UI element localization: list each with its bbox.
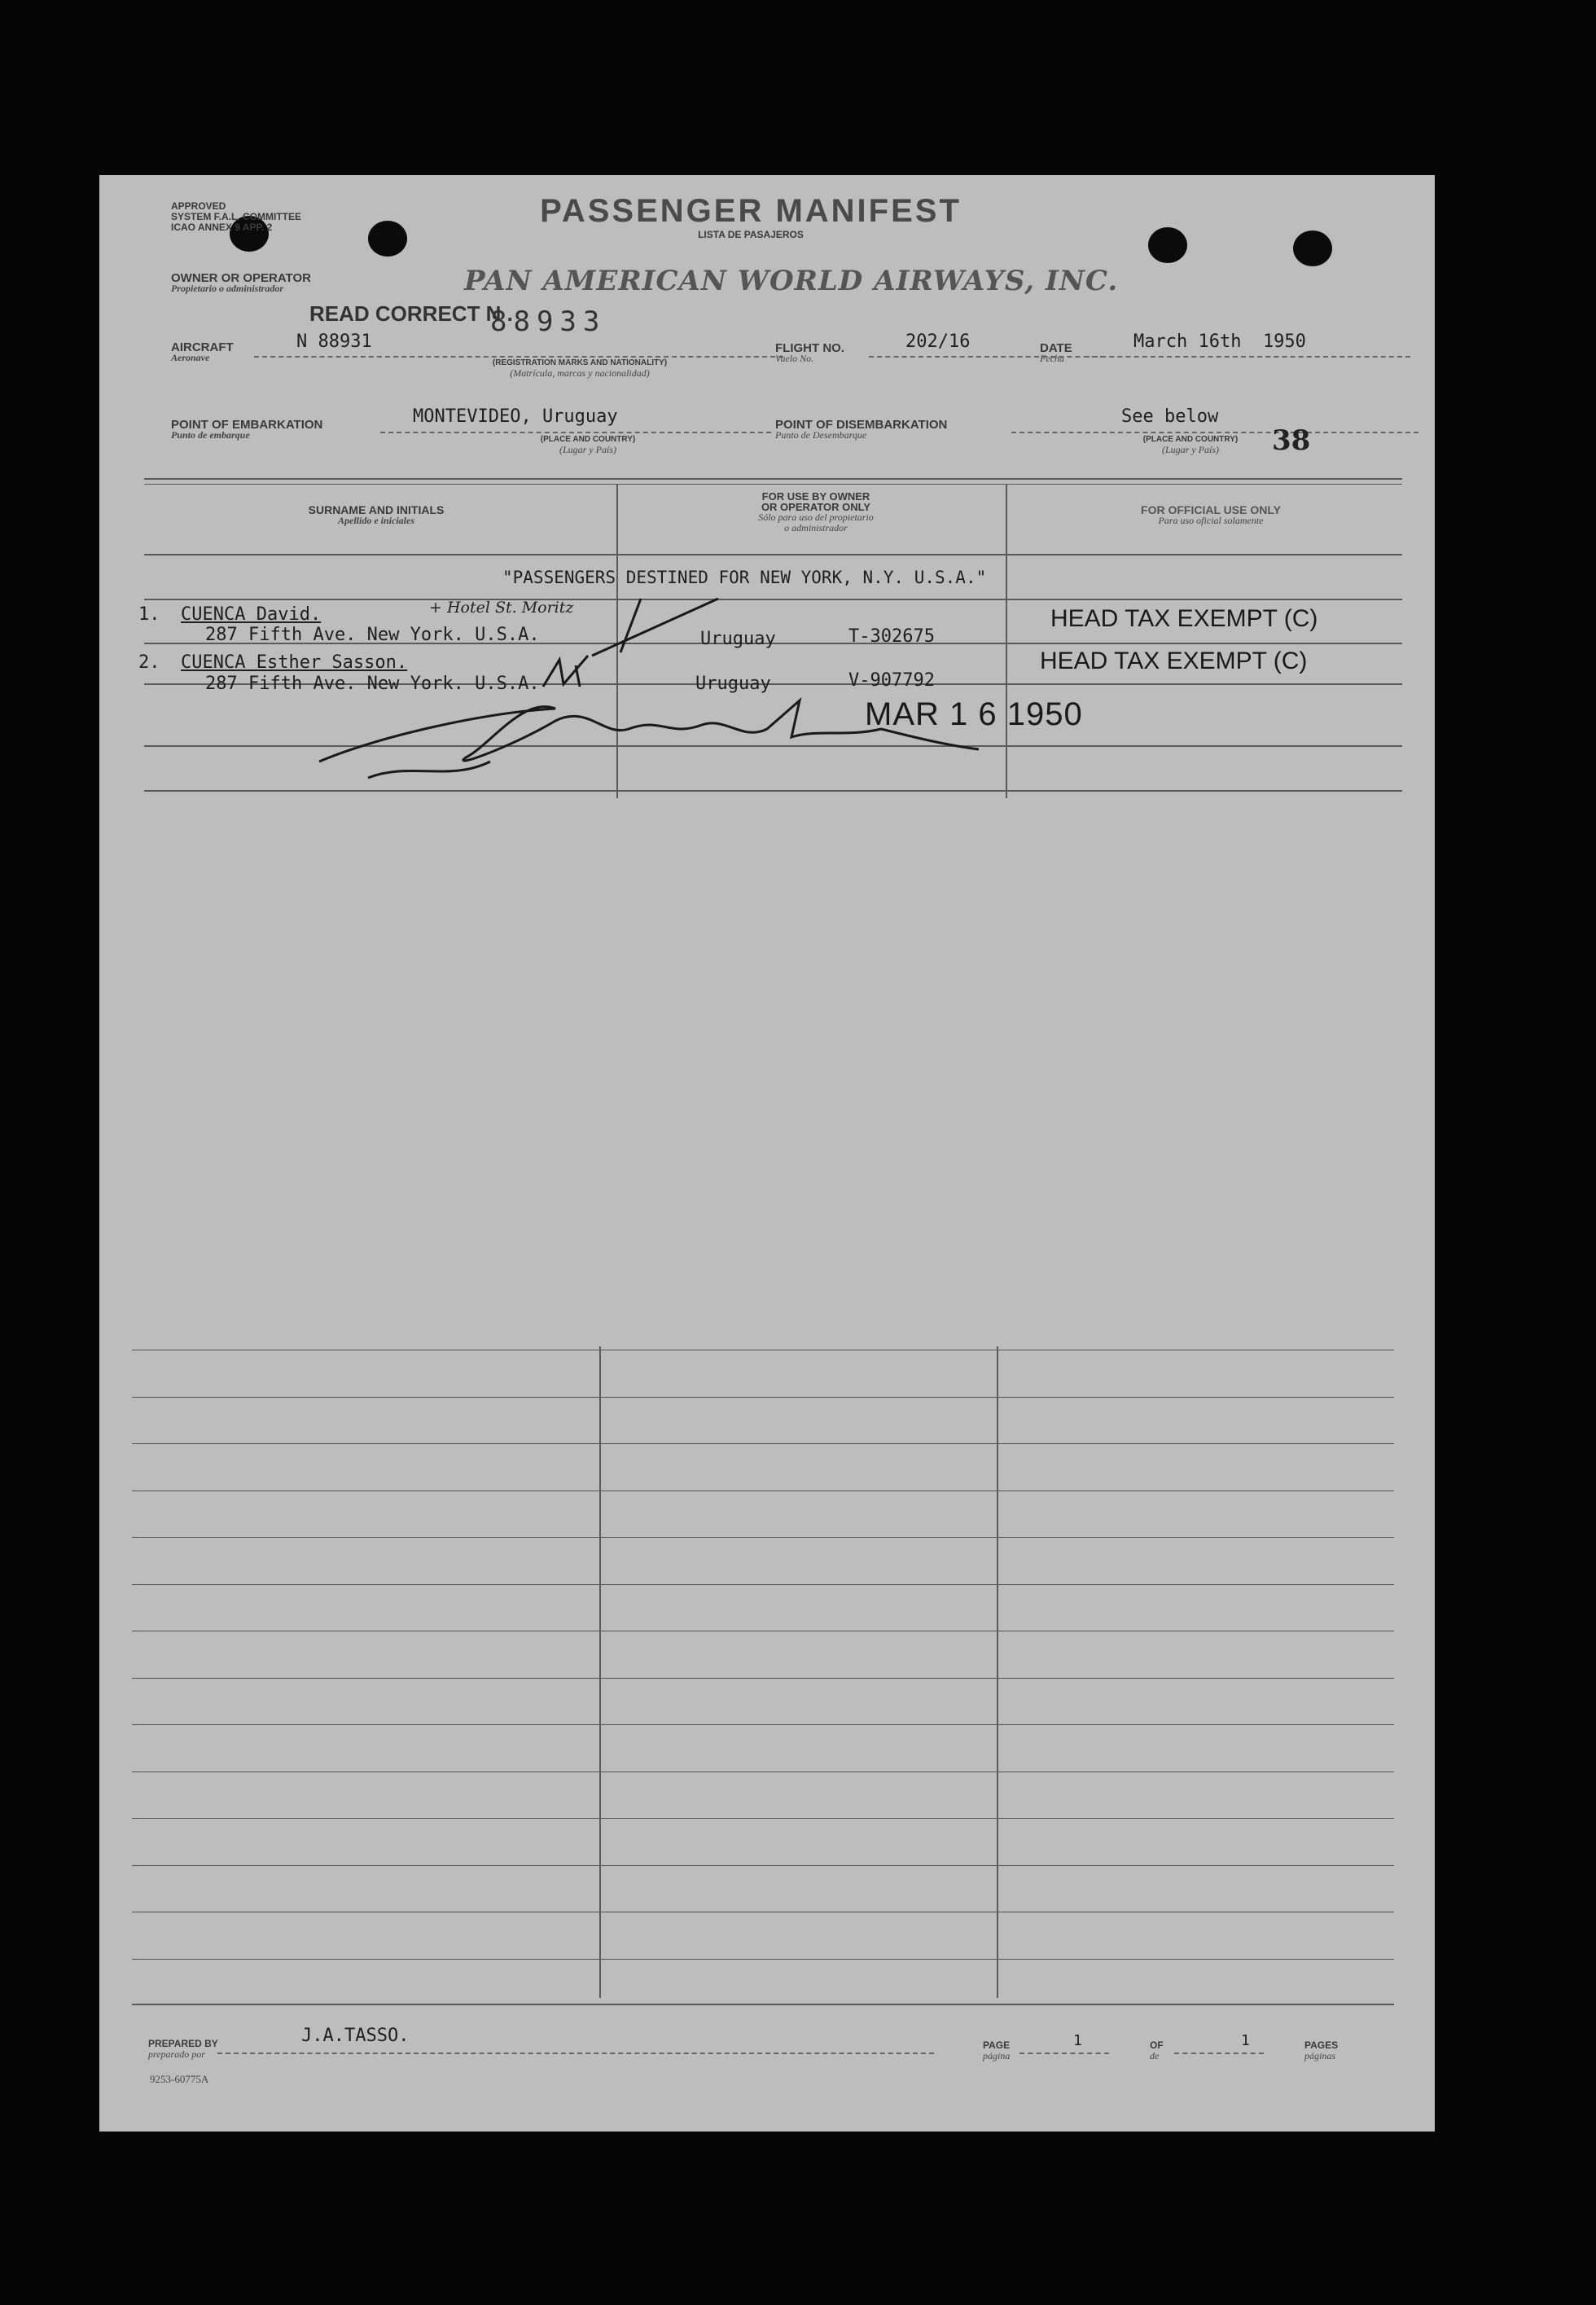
passenger-passport: V-907792 [848, 670, 935, 691]
owner-label-es: Propietario o administrador [171, 283, 284, 294]
page-underline [1019, 2053, 1109, 2054]
passenger-number: 2. [138, 652, 160, 673]
disembarkation-value: See below [1121, 406, 1219, 427]
page-label-es: página [983, 2050, 1011, 2061]
column-header-surname-es: Apellido e iniciales [338, 515, 414, 526]
pages-label: PAGES [1304, 2039, 1339, 2051]
column-header-official-es: Para uso oficial solamente [1158, 515, 1264, 526]
owner-label: OWNER OR OPERATOR [171, 271, 311, 285]
approval-line: APPROVED [171, 200, 226, 212]
column-header-owner-es: o administrador [784, 522, 848, 533]
grid-row-rule [132, 1537, 1394, 1538]
grid-row-rule [132, 1724, 1394, 1725]
destination-note: "PASSENGERS DESTINED FOR NEW YORK, N.Y. U.S.A." [502, 568, 987, 587]
form-code: 9253-60775A [150, 2073, 209, 2085]
passenger-name: CUENCA David. [181, 604, 322, 625]
registration-caption-es: (Matrícula, marcas y nacionalidad) [510, 367, 650, 379]
passenger-passport: T-302675 [848, 626, 935, 647]
passenger-address: 287 Fifth Ave. New York. U.S.A. [205, 674, 540, 694]
flight-label: FLIGHT NO. [775, 341, 844, 355]
registration-caption: (REGISTRATION MARKS AND NATIONALITY) [492, 358, 668, 367]
passenger-number: 1. [138, 604, 160, 625]
aircraft-label-es: Aeronave [171, 352, 210, 363]
grid-bottom-rule [132, 2004, 1394, 2005]
correction-number: 88933 [490, 305, 607, 338]
disembarkation-caption-es: (Lugar y País) [1162, 444, 1219, 455]
embarkation-label: POINT OF EMBARKATION [171, 418, 323, 432]
date-stamp: MAR 1 6 1950 [865, 696, 1083, 732]
official-stamp: HEAD TAX EXEMPT (C) [1050, 605, 1318, 632]
column-header-owner-line: OR OPERATOR ONLY [761, 501, 871, 513]
page-label: PAGE [983, 2039, 1011, 2051]
grid-row-rule [132, 1443, 1394, 1444]
grid-row-rule [132, 1818, 1394, 1819]
prepared-underline [217, 2053, 934, 2054]
official-stamp: HEAD TAX EXEMPT (C) [1040, 648, 1308, 674]
column-header-owner-es: Sólo para uso del propietario [758, 511, 874, 523]
flight-value: 202/16 [905, 331, 971, 352]
embarkation-label-es: Punto de embarque [171, 429, 250, 441]
of-label: OF [1150, 2039, 1164, 2051]
approval-line: SYSTEM F.A.L. COMMITTEE [171, 211, 302, 222]
handwriting-marks [99, 175, 1435, 827]
grid-row-rule [132, 1959, 1394, 1960]
column-divider [997, 1346, 998, 1998]
disembarkation-label: POINT OF DISEMBARKATION [775, 418, 948, 432]
embarkation-caption: (PLACE AND COUNTRY) [540, 435, 636, 444]
disembarkation-label-es: Punto de Desembarque [775, 429, 867, 441]
date-label-es: Fecha [1040, 353, 1064, 364]
page-value: 1 [1073, 2032, 1082, 2049]
passenger-name: CUENCA Esther Sasson. [181, 652, 408, 673]
prepared-label-es: preparado por [148, 2048, 205, 2060]
grid-row-rule [132, 1584, 1394, 1585]
correction-note: READ CORRECT N . [309, 301, 513, 326]
flight-label-es: Vuelo No. [775, 353, 814, 364]
check-mark [592, 599, 718, 656]
column-header-surname-label: SURNAME AND INITIALS [308, 503, 445, 516]
of-value: 1 [1241, 2032, 1250, 2049]
prepared-label-block [148, 2039, 218, 2060]
handwritten-note: + Hotel St. Moritz [429, 599, 574, 617]
prepared-value: J.A.TASSO. [301, 2026, 410, 2046]
prepared-label: PREPARED BY [148, 2038, 218, 2049]
sheet-number: 38 [1272, 424, 1311, 457]
grid-row-rule [132, 1397, 1394, 1398]
passenger-country: Uruguay [695, 674, 771, 694]
grid-row-rule [132, 1865, 1394, 1866]
embarkation-value: MONTEVIDEO, Uruguay [413, 406, 618, 427]
page-label-block [983, 2040, 1010, 2061]
pages-label-es: páginas [1304, 2050, 1336, 2061]
passenger-address: 287 Fifth Ave. New York. U.S.A. [205, 625, 540, 645]
aircraft-label: AIRCRAFT [171, 340, 234, 354]
aircraft-value: N 88931 [296, 331, 372, 352]
passenger-country: Uruguay [700, 629, 776, 649]
form-title: PASSENGER MANIFEST [540, 193, 962, 229]
date-value: March 16th 1950 [1133, 331, 1306, 352]
column-header-owner-line: FOR USE BY OWNER [761, 490, 870, 503]
disembarkation-caption: (PLACE AND COUNTRY) [1142, 435, 1239, 444]
column-header-official-label: FOR OFFICIAL USE ONLY [1141, 503, 1281, 516]
form-title-es: LISTA DE PASAJEROS [698, 229, 804, 240]
approval-line: ICAO ANNEX 9 APP. 2 [171, 222, 273, 233]
of-underline [1174, 2053, 1264, 2054]
operator-name: PAN AMERICAN WORLD AIRWAYS, INC. [464, 265, 1119, 297]
date-label: DATE [1040, 341, 1072, 355]
manifest-sheet [99, 175, 1435, 2132]
pages-label-block [1304, 2040, 1338, 2061]
of-label-es: de [1150, 2050, 1160, 2061]
embarkation-caption-es: (Lugar y País) [559, 444, 616, 455]
check-mark [543, 656, 588, 687]
of-label-block [1150, 2040, 1164, 2061]
column-divider [599, 1346, 601, 1998]
grid-row-rule [132, 1678, 1394, 1679]
